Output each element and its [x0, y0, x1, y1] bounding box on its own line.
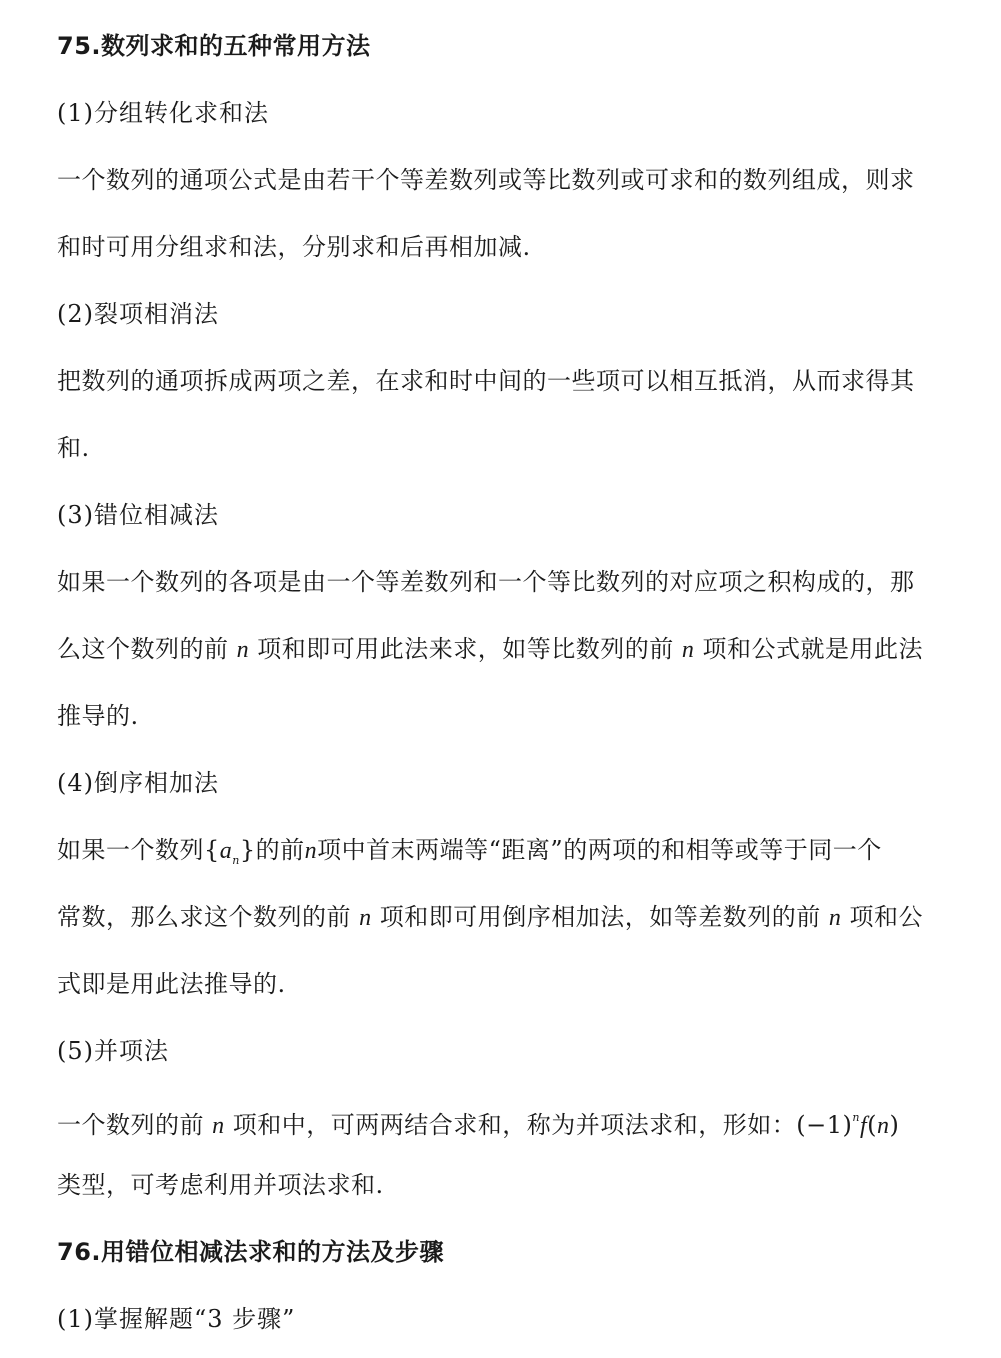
method-4-text-line-3: 式即是用此法推导的.: [57, 970, 286, 998]
method-4-line-1-part-c: 项中首末两端等“距离”的两项的和相等或等于同一个: [317, 836, 882, 864]
variable-n: n: [212, 1113, 225, 1139]
section-76-heading: 76.用错位相减法求和的方法及步骤: [57, 1238, 445, 1266]
sequence-brace-open: {: [204, 836, 220, 864]
method-3-line-2-part-c: 项和公式就是用此法: [694, 635, 924, 663]
paren-open: (: [867, 1111, 878, 1139]
paren-close: ): [889, 1111, 900, 1139]
variable-n: n: [877, 1113, 890, 1139]
subscript-n: n: [232, 854, 240, 867]
variable-n: n: [304, 838, 318, 864]
method-3-text-line-2: [57, 633, 923, 666]
method-5-title: (5)并项法: [57, 1037, 169, 1065]
method-4-line-2-part-c: 项和公: [841, 903, 924, 931]
sequence-brace-close: }: [239, 836, 256, 864]
method-4-line-2-part-a: 常数，那么求这个数列的前: [57, 903, 360, 931]
method-2-text-line-2: 和.: [57, 434, 90, 462]
variable-n: n: [681, 637, 695, 663]
method-3-text-line-3: 推导的.: [57, 702, 139, 730]
variable-n: n: [236, 637, 250, 663]
section-76-step-1-title: (1)掌握解题“3 步骤”: [57, 1305, 296, 1333]
method-1-text-line-1: 一个数列的通项公式是由若干个等差数列或等比数列或可求和的数列组成，则求: [57, 166, 915, 194]
method-1-text-line-2: 和时可用分组求和法，分别求和后再相加减.: [57, 233, 531, 261]
variable-a: a: [219, 838, 233, 864]
method-2-text-line-1: 把数列的通项拆成两项之差，在求和时中间的一些项可以相互抵消，从而求得其: [57, 367, 915, 395]
variable-n: n: [359, 905, 372, 931]
method-3-title: (3)错位相减法: [57, 501, 219, 529]
section-75-heading: 75.数列求和的五种常用方法: [57, 32, 371, 60]
method-5-text-line-2: 类型，可考虑利用并项法求和.: [57, 1171, 384, 1199]
superscript-n: n: [852, 1111, 860, 1124]
method-5-line-1-part-a: 一个数列的前: [57, 1111, 213, 1139]
method-5-line-1-part-b: 项和中，可两两结合求和，称为并项法求和，形如：(−1): [224, 1111, 853, 1139]
method-3-text-line-1: 如果一个数列的各项是由一个等差数列和一个等比数列的对应项之积构成的，那: [57, 568, 915, 596]
method-4-line-1-part-b: 的前: [255, 836, 305, 864]
method-5-text-line-1: [57, 1102, 899, 1142]
method-4-line-2-part-b: 项和即可用倒序相加法，如等差数列的前: [371, 903, 829, 931]
method-1-title: (1)分组转化求和法: [57, 99, 269, 127]
method-3-line-2-part-a: 么这个数列的前: [57, 635, 237, 663]
method-2-title: (2)裂项相消法: [57, 300, 219, 328]
method-3-line-2-part-b: 项和即可用此法来求，如等比数列的前: [249, 635, 682, 663]
method-4-text-line-2: [57, 901, 923, 934]
method-4-text-line-1: [57, 834, 882, 877]
method-4-line-1-part-a: 如果一个数列: [57, 836, 204, 864]
method-4-title: (4)倒序相加法: [57, 769, 219, 797]
variable-n: n: [828, 905, 842, 931]
function-f: f: [859, 1113, 868, 1139]
